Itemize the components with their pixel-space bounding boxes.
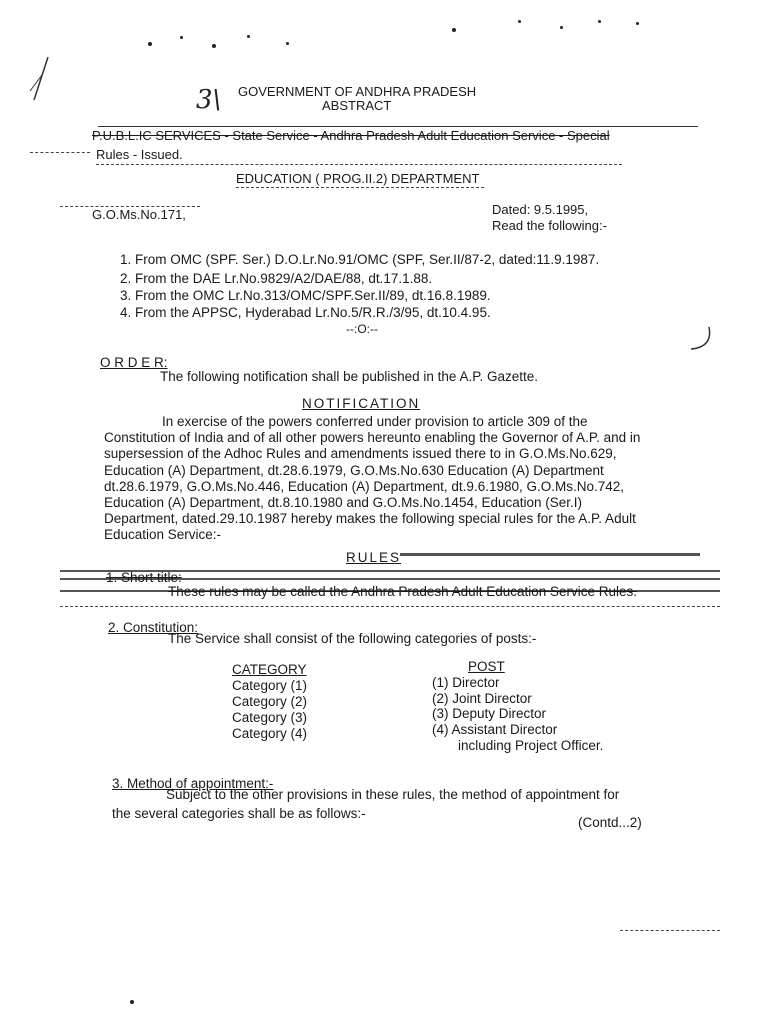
- notification-line: Department, dated.29.10.1987 hereby makes the following special rules for the A.P. Adult: [104, 511, 636, 527]
- scan-speck: [518, 20, 521, 23]
- rule-1-title: 1. Short title:: [106, 570, 182, 585]
- post-item: (1) Director: [432, 675, 500, 690]
- reference-item: 4. From the APPSC, Hyderabad Lr.No.5/R.R./3/95, dt.10.4.95.: [120, 305, 491, 320]
- scan-speck: [636, 22, 639, 25]
- category-column-header: CATEGORY: [232, 662, 307, 677]
- rule-2-text: The Service shall consist of the following categories of posts:-: [168, 631, 537, 646]
- abstract-heading: ABSTRACT: [322, 98, 392, 113]
- category-item: Category (2): [232, 694, 308, 709]
- rule-1-text: These rules may be called the Andhra Pradesh Adult Education Service Rules.: [168, 584, 638, 599]
- strike-bar: [400, 553, 700, 556]
- subject-line-2: Rules - Issued.: [96, 147, 183, 162]
- post-item: (3) Deputy Director: [432, 706, 547, 721]
- notification-line: Constitution of India and of all other powers hereunto enabling the Governor of A.P. and in: [104, 430, 641, 446]
- category-item: Category (1): [232, 678, 308, 693]
- separator: --:O:--: [346, 322, 378, 336]
- divider: [96, 164, 622, 165]
- divider: [30, 152, 90, 153]
- divider: [236, 187, 484, 188]
- scan-speck: [247, 35, 250, 38]
- notification-line: supersession of the Adhoc Rules and amendments issued there to in G.O.Ms.No.629,: [104, 446, 617, 462]
- category-item: Category (4): [232, 726, 308, 741]
- post-column-header: POST: [468, 659, 505, 674]
- post-item: (2) Joint Director: [432, 691, 532, 706]
- divider: [620, 930, 720, 931]
- category-item: Category (3): [232, 710, 308, 725]
- divider: [98, 126, 698, 127]
- handwriting-scribble: [28, 55, 58, 105]
- scan-speck: [148, 42, 152, 46]
- reference-item: 2. From the DAE Lr.No.9829/A2/DAE/88, dt.17.1.88.: [120, 271, 433, 286]
- scan-speck: [130, 1000, 134, 1004]
- order-label: O R D E R:: [100, 355, 168, 370]
- rule-3-line-2: the several categories shall be as follows:-: [112, 806, 366, 821]
- scan-speck: [212, 44, 216, 48]
- notification-line: dt.28.6.1979, G.O.Ms.No.446, Education (A) Department, dt.9.6.1980, G.O.Ms.No.742,: [104, 478, 625, 494]
- notification-line: Education (A) Department, dt.28.6.1979, G.O.Ms.No.630 Education (A) Department: [104, 462, 604, 478]
- rule-3-line-1: Subject to the other provisions in these rules, the method of appointment for: [166, 787, 620, 802]
- scan-speck: [560, 26, 563, 29]
- notification-body: [104, 414, 641, 544]
- reference-item: 3. From the OMC Lr.No.313/OMC/SPF.Ser.II/89, dt.16.8.1989.: [120, 288, 491, 303]
- government-heading: GOVERNMENT OF ANDHRA PRADESH: [238, 84, 477, 99]
- notification-line: Education Service:-: [104, 527, 222, 543]
- post-item: including Project Officer.: [458, 738, 604, 753]
- reference-item: 1. From OMC (SPF. Ser.) D.O.Lr.No.91/OMC (SPF, Ser.II/87-2, dated:11.9.1987.: [120, 252, 600, 267]
- order-date: Dated: 9.5.1995,: [492, 202, 589, 217]
- scan-speck: [286, 42, 289, 45]
- read-following: Read the following:-: [492, 218, 607, 233]
- department-heading: EDUCATION ( PROG.II.2) DEPARTMENT: [236, 171, 480, 186]
- divider: [60, 606, 720, 607]
- handwritten-number: 3\: [196, 85, 222, 115]
- rule-3-title-text: 3. Method of appointment:-: [112, 776, 274, 791]
- notification-line: In exercise of the powers conferred under provision to article 309 of the: [162, 414, 588, 429]
- rule-2-title: 2. Constitution:: [108, 620, 199, 635]
- notification-heading: NOTIFICATION: [302, 396, 421, 411]
- rules-heading: RULES: [346, 550, 402, 565]
- post-item: (4) Assistant Director: [432, 722, 558, 737]
- continued-marker: (Contd...2): [578, 815, 642, 830]
- go-number: G.O.Ms.No.171,: [92, 207, 186, 222]
- order-text: The following notification shall be published in the A.P. Gazette.: [160, 369, 538, 384]
- scan-speck: [598, 20, 601, 23]
- handwriting-scribble: [685, 325, 715, 355]
- scan-speck: [452, 28, 456, 32]
- subject-line-1: P.U.B.L.IC SERVICES - State Service - Andhra Pradesh Adult Education Service - Special: [92, 128, 610, 143]
- scan-speck: [180, 36, 183, 39]
- notification-line: Education (A) Department, dt.8.10.1980 and G.O.Ms.No.1454, Education (Ser.I): [104, 495, 583, 511]
- divider: [60, 206, 200, 207]
